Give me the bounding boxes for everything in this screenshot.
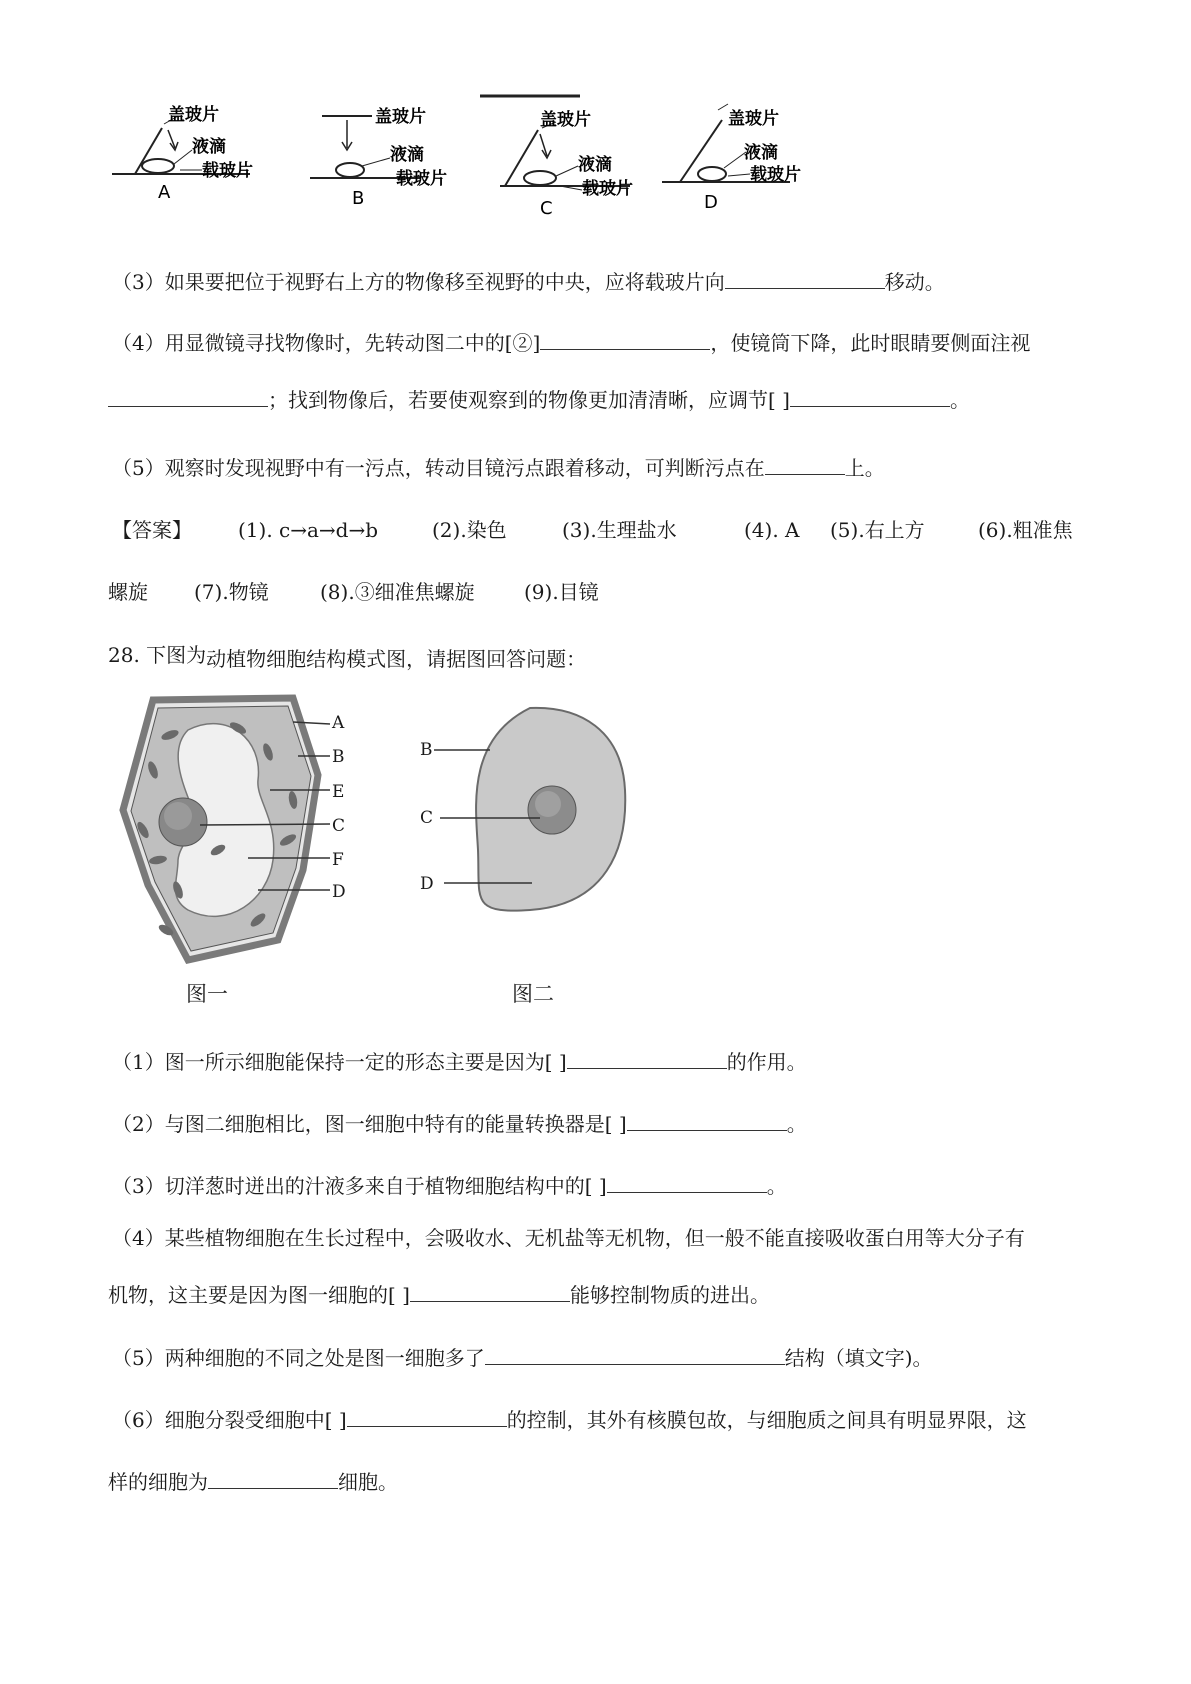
q28-part4-line2 bbox=[108, 1283, 770, 1307]
answer-6: (6).粗准焦 bbox=[978, 518, 1073, 542]
fig2-caption: 图二 bbox=[512, 982, 554, 1006]
q27-part3 bbox=[112, 270, 945, 294]
q27-part3-end: 移动。 bbox=[884, 270, 945, 294]
q28-part6-text: （6）细胞分裂受细胞中[ ] bbox=[112, 1408, 347, 1432]
answer-blank[interactable] bbox=[108, 388, 268, 407]
svg-text:C: C bbox=[540, 198, 553, 219]
panel-a bbox=[112, 104, 253, 203]
fig1-caption: 图一 bbox=[186, 982, 228, 1006]
coverslip-diagram bbox=[100, 80, 880, 240]
q28-part3-text: （3）切洋葱时迸出的汁液多来自于植物细胞结构中的[ ] bbox=[112, 1174, 607, 1198]
q28-intro bbox=[108, 643, 587, 671]
q28-part6-mid: 的控制，其外有核膜包故，与细胞质之间具有明显界限，这 bbox=[506, 1408, 1027, 1432]
svg-text:盖玻片: 盖玻片 bbox=[728, 109, 779, 129]
fig2-label-c: C bbox=[420, 808, 434, 828]
q28-part4-text: （4）某些植物细胞在生长过程中，会吸收水、无机盐等无机物，但一般不能直接吸收蛋白用等大分子有 bbox=[112, 1226, 1025, 1250]
q28-part3 bbox=[112, 1174, 787, 1198]
svg-text:液滴: 液滴 bbox=[578, 155, 612, 175]
svg-text:载玻片: 载玻片 bbox=[582, 179, 633, 199]
fig1-label-a: A bbox=[332, 713, 345, 733]
q27-part3-text: （3）如果要把位于视野右上方的物像移至视野的中央，应将载玻片向 bbox=[112, 270, 725, 294]
q27-part4-text: （4）用显微镜寻找物像时，先转动图二中的[②] bbox=[112, 331, 541, 355]
answer-9: (9).目镜 bbox=[524, 580, 599, 604]
fig1-label-c: C bbox=[332, 816, 346, 836]
answer-blank[interactable] bbox=[485, 1346, 785, 1365]
svg-text:盖玻片: 盖玻片 bbox=[540, 110, 591, 130]
fig1-label-f: F bbox=[332, 850, 344, 870]
plant-cell-figure bbox=[108, 690, 368, 970]
q27-part4-tail: ；找到物像后，若要使观察到的物像更加清清晰，应调节[ ] bbox=[268, 388, 790, 412]
q28-part6-text2: 样的细胞为 bbox=[108, 1470, 208, 1494]
q28-number: 28. bbox=[108, 643, 140, 667]
fig2-label-b: B bbox=[420, 740, 433, 760]
q28-part6-end: 细胞。 bbox=[338, 1470, 398, 1494]
panel-d bbox=[662, 104, 801, 213]
answer-blank[interactable] bbox=[410, 1283, 570, 1302]
answer-8: (8).③细准焦螺旋 bbox=[320, 580, 475, 604]
answer-7: (7).物镜 bbox=[194, 580, 269, 604]
answer-3: (3).生理盐水 bbox=[562, 518, 677, 542]
q27-part5 bbox=[112, 456, 885, 480]
answer-blank[interactable] bbox=[725, 270, 885, 289]
svg-text:载玻片: 载玻片 bbox=[202, 161, 253, 181]
answer-blank[interactable] bbox=[765, 456, 845, 475]
q28-part2-end: 。 bbox=[786, 1112, 807, 1136]
answer-1: (1). c→a→d→b bbox=[238, 518, 379, 542]
answer-2: (2).染色 bbox=[432, 518, 507, 542]
answer-blank[interactable] bbox=[567, 1050, 727, 1069]
answer-blank[interactable] bbox=[347, 1408, 507, 1427]
answer-blank[interactable] bbox=[208, 1470, 338, 1489]
q27-part5-text: （5）观察时发现视野中有一污点，转动目镜污点跟着移动，可判断污点在 bbox=[112, 456, 765, 480]
q27-part5-end: 上。 bbox=[844, 456, 885, 480]
q28-intro-a: 下图为 bbox=[146, 643, 207, 667]
svg-text:盖玻片: 盖玻片 bbox=[375, 107, 426, 127]
answer-label: 【答案】 bbox=[112, 518, 192, 542]
animal-cell-figure bbox=[410, 700, 650, 920]
svg-text:B: B bbox=[352, 188, 365, 209]
q28-part5 bbox=[112, 1346, 933, 1370]
fig2-label-d: D bbox=[420, 874, 434, 894]
q28-intro-b: 动植物细胞结构模式图，请据图回答问题： bbox=[206, 647, 587, 671]
answer-4: (4). A bbox=[744, 518, 800, 542]
q28-part4-end: 能够控制物质的进出。 bbox=[569, 1283, 770, 1307]
q27-part4-end: 。 bbox=[949, 388, 970, 412]
q28-part6-line2 bbox=[108, 1470, 398, 1494]
panel-b bbox=[310, 106, 447, 209]
svg-text:液滴: 液滴 bbox=[744, 143, 778, 163]
q28-part5-end: 结构（填文字)。 bbox=[784, 1346, 933, 1370]
answer-blank[interactable] bbox=[627, 1112, 787, 1131]
svg-text:液滴: 液滴 bbox=[390, 145, 424, 165]
svg-text:载玻片: 载玻片 bbox=[396, 169, 447, 189]
answer-5: (5).右上方 bbox=[830, 518, 925, 542]
q27-part4-mid: ，使镜筒下降，此时眼睛要侧面注视 bbox=[710, 331, 1031, 355]
fig1-label-b: B bbox=[332, 747, 345, 767]
answer-blank[interactable] bbox=[790, 388, 950, 407]
q27-part4-line1 bbox=[112, 331, 1030, 355]
q28-part2-text: （2）与图二细胞相比，图一细胞中特有的能量转换器是[ ] bbox=[112, 1112, 627, 1136]
q28-part1-text: （1）图一所示细胞能保持一定的形态主要是因为[ ] bbox=[112, 1050, 567, 1074]
svg-text:载玻片: 载玻片 bbox=[750, 165, 801, 185]
answer-blank[interactable] bbox=[540, 331, 710, 350]
panel-c bbox=[500, 109, 633, 219]
q28-part1-end: 的作用。 bbox=[726, 1050, 807, 1074]
q28-part5-text: （5）两种细胞的不同之处是图一细胞多了 bbox=[112, 1346, 485, 1370]
q28-part4-line1 bbox=[112, 1226, 1025, 1250]
svg-text:A: A bbox=[158, 182, 171, 203]
q28-part6-line1 bbox=[112, 1408, 1027, 1432]
q28-part1 bbox=[112, 1050, 807, 1074]
svg-text:D: D bbox=[704, 192, 718, 213]
q27-part4-line2 bbox=[108, 388, 970, 412]
answer-blank[interactable] bbox=[607, 1174, 767, 1193]
q28-part4-text2: 机物，这主要是因为图一细胞的[ ] bbox=[108, 1283, 410, 1307]
svg-text:盖玻片: 盖玻片 bbox=[168, 105, 219, 125]
q28-part2 bbox=[112, 1112, 807, 1136]
fig1-label-e: E bbox=[332, 782, 345, 802]
answer-6-cont: 螺旋 bbox=[108, 580, 148, 604]
svg-text:液滴: 液滴 bbox=[192, 137, 226, 157]
fig1-label-d: D bbox=[332, 882, 346, 902]
q28-part3-end: 。 bbox=[766, 1174, 787, 1198]
answer-line-1 bbox=[112, 518, 192, 542]
